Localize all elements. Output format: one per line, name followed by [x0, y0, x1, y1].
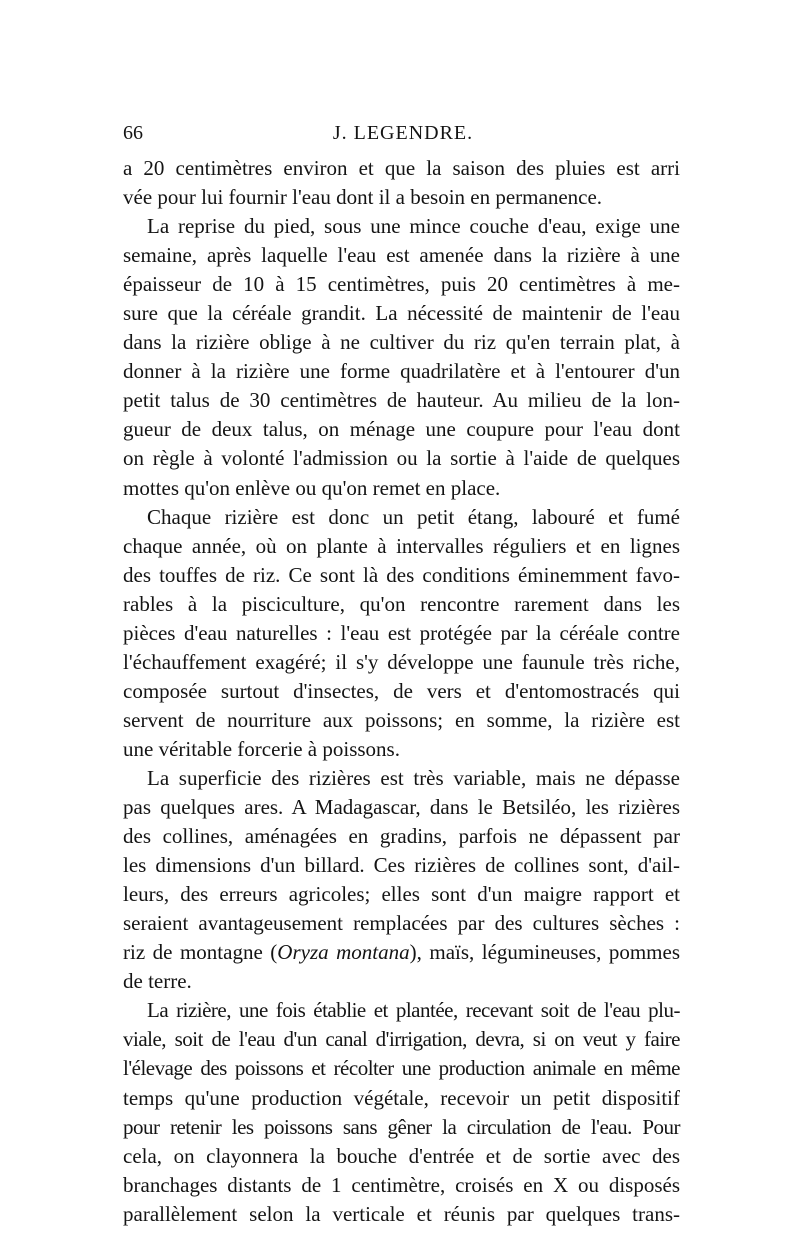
text-line: pièces d'eau naturelles : l'eau est protégée par la céréale contre	[123, 620, 680, 645]
text-line: parallèlement selon la verticale et réunis par quelques trans-	[123, 1201, 680, 1226]
text-run: riz de montagne (	[123, 940, 278, 965]
text-line: pour retenir les poissons sans gêner la circulation de l'eau. Pour	[123, 1114, 680, 1139]
text-line: rables à la pisciculture, qu'on rencontre rarement dans les	[123, 591, 680, 616]
text-line: donner à la rizière une forme quadrilatère et à l'entourer d'un	[123, 359, 680, 384]
text-line-with-species-name	[123, 938, 680, 967]
text-line: servent de nourriture aux poissons; en somme, la rizière est	[123, 707, 680, 732]
text-line: leurs, des erreurs agricoles; elles sont d'un maigre rapport et	[123, 882, 680, 907]
text-line: des collines, aménagées en gradins, parfois ne dépassent par	[123, 824, 680, 849]
text-line: gueur de deux talus, on ménage une coupure pour l'eau dont	[123, 417, 680, 442]
text-line: de terre.	[123, 969, 192, 994]
page-number: 66	[123, 122, 143, 144]
text-line: cela, on clayonnera la bouche d'entrée et de sortie avec des	[123, 1143, 680, 1168]
body-text	[123, 154, 680, 1229]
text-line: les dimensions d'un billard. Ces rizières de collines sont, d'ail-	[123, 853, 680, 878]
text-line: a 20 centimètres environ et que la saison des pluies est arri	[123, 156, 680, 180]
text-run: ), maïs, légumineuses, pommes	[409, 940, 680, 965]
text-line: Chaque rizière est donc un petit étang, labouré et fumé	[147, 504, 680, 529]
running-head	[123, 120, 683, 146]
text-line: semaine, après laquelle l'eau est amenée dans la rizière à une	[123, 243, 680, 268]
text-line: La reprise du pied, sous une mince couche d'eau, exige une	[147, 214, 680, 239]
text-line: une véritable forcerie à poissons.	[123, 736, 400, 761]
text-line: petit talus de 30 centimètres de hauteur. Au milieu de la lon-	[123, 388, 680, 413]
text-line: mottes qu'on enlève ou qu'on remet en place.	[123, 475, 501, 500]
text-line: seraient avantageusement remplacées par des cultures sèches :	[123, 911, 680, 936]
text-line: pas quelques ares. A Madagascar, dans le Betsiléo, les rizières	[123, 795, 680, 820]
text-line: temps qu'une production végétale, recevoir un petit dispositif	[123, 1085, 680, 1110]
text-line: chaque année, où on plante à intervalles réguliers et en lignes	[123, 533, 680, 558]
text-line: des touffes de riz. Ce sont là des conditions éminemment favo-	[123, 562, 680, 587]
text-line: l'échauffement exagéré; il s'y développe une faunule très riche,	[123, 649, 680, 674]
text-line: viale, soit de l'eau d'un canal d'irrigation, devra, si on veut y faire	[123, 1027, 680, 1052]
text-line: branchages distants de 1 centimètre, croisés en X ou disposés	[123, 1172, 680, 1197]
text-line: La superficie des rizières est très variable, mais ne dépasse	[147, 765, 680, 790]
text-line: l'élevage des poissons et récolter une production animale en même	[123, 1056, 680, 1081]
text-line: vée pour lui fournir l'eau dont il a besoin en permanence.	[123, 185, 603, 210]
text-line: La rizière, une fois établie et plantée, recevant soit de l'eau plu-	[147, 998, 680, 1023]
text-line: dans la rizière oblige à ne cultiver du riz qu'en terrain plat, à	[123, 330, 680, 355]
text-line: épaisseur de 10 à 15 centimètres, puis 20 centimètres à me-	[123, 272, 680, 297]
species-name: Oryza montana	[277, 940, 410, 965]
text-line: sure que la céréale grandit. La nécessité de maintenir de l'eau	[123, 301, 680, 326]
running-title: J. LEGENDRE.	[332, 122, 474, 144]
text-line: on règle à volonté l'admission ou la sortie à l'aide de quelques	[123, 446, 680, 471]
text-line: composée surtout d'insectes, de vers et d'entomostracés qui	[123, 678, 680, 703]
